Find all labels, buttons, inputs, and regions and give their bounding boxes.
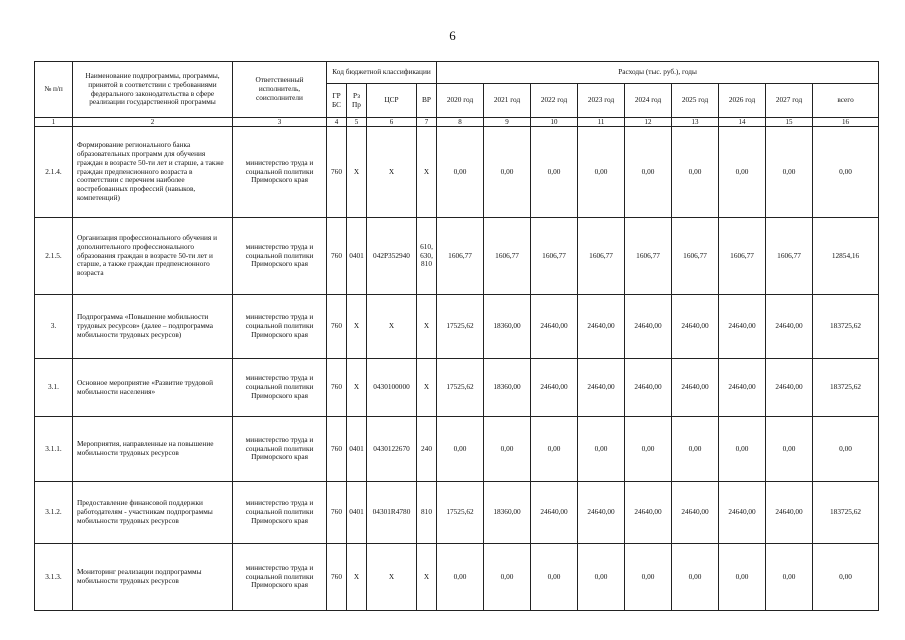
row-vr: 240 [417,417,437,482]
row-name: Мероприятия, направленные на повышение мобильности трудовых ресурсов [73,417,233,482]
row-vr: X [417,359,437,417]
row-value: 0,00 [531,127,578,218]
row-value: 24640,00 [719,482,766,544]
row-vr: 610, 630, 810 [417,218,437,295]
row-rzpr: X [347,544,367,611]
row-responsible: министерство труда и социальной политики Приморского края [233,359,327,417]
row-value: 0,00 [719,417,766,482]
row-vr: X [417,295,437,359]
row-value: 183725,62 [813,295,879,359]
row-rzpr: X [347,359,367,417]
row-value: 24640,00 [578,359,625,417]
row-value: 0,00 [625,417,672,482]
row-value: 1606,77 [531,218,578,295]
header-year-col: 2023 год [578,84,625,118]
row-value: 0,00 [672,417,719,482]
header-num: № п/п [35,62,73,118]
column-number: 3 [233,118,327,127]
row-value: 0,00 [531,417,578,482]
table-row [35,544,879,611]
column-number: 10 [531,118,578,127]
row-vr: 810 [417,482,437,544]
header-year-col: 2027 год [766,84,813,118]
column-number-row [35,118,879,127]
column-number: 1 [35,118,73,127]
row-csr: X [367,544,417,611]
row-grbs: 760 [327,359,347,417]
column-number: 12 [625,118,672,127]
row-value: 0,00 [625,544,672,611]
row-value: 0,00 [672,544,719,611]
row-grbs: 760 [327,218,347,295]
column-number: 9 [484,118,531,127]
row-value: 12854,16 [813,218,879,295]
row-responsible: министерство труда и социальной политики Приморского края [233,482,327,544]
table-row [35,218,879,295]
column-number: 11 [578,118,625,127]
row-num: 3.1.3. [35,544,73,611]
row-csr: 0430100000 [367,359,417,417]
row-value: 0,00 [719,544,766,611]
table-row [35,417,879,482]
row-value: 1606,77 [672,218,719,295]
row-rzpr: 0401 [347,218,367,295]
row-value: 24640,00 [531,482,578,544]
budget-table [34,61,879,611]
table-row [35,482,879,544]
row-value: 24640,00 [672,482,719,544]
row-name: Организация профессионального обучения и дополнительного профессионального образования граждан в возрасте 50-ти лет и старше, а также граждан предпенсионного возраста [73,218,233,295]
row-value: 183725,62 [813,359,879,417]
row-responsible: министерство труда и социальной политики Приморского края [233,127,327,218]
row-value: 0,00 [766,544,813,611]
row-value: 17525,62 [437,482,484,544]
row-vr: X [417,127,437,218]
row-value: 1606,77 [766,218,813,295]
header-responsible: Ответственный исполнитель, соисполнители [233,62,327,118]
row-value: 24640,00 [719,295,766,359]
row-responsible: министерство труда и социальной политики Приморского края [233,218,327,295]
row-value: 0,00 [625,127,672,218]
column-number: 15 [766,118,813,127]
row-value: 24640,00 [578,295,625,359]
row-vr: X [417,544,437,611]
row-value: 24640,00 [578,482,625,544]
row-value: 17525,62 [437,359,484,417]
row-value: 1606,77 [719,218,766,295]
header-code-col: ВР [417,84,437,118]
header-name: Наименование подпрограммы, программы, принятой в соответствии с требованиями федерального законодательства в сфере реализации государственной программы [73,62,233,118]
column-number: 5 [347,118,367,127]
row-value: 0,00 [766,127,813,218]
row-value: 0,00 [531,544,578,611]
table-row [35,359,879,417]
row-value: 1606,77 [578,218,625,295]
row-value: 24640,00 [766,482,813,544]
row-value: 24640,00 [531,295,578,359]
row-value: 0,00 [813,127,879,218]
row-grbs: 760 [327,295,347,359]
row-value: 0,00 [437,127,484,218]
header-code-group: Код бюджетной классификации [327,62,437,84]
row-rzpr: 0401 [347,417,367,482]
header-code-col: ЦСР [367,84,417,118]
row-value: 24640,00 [625,359,672,417]
table-row [35,295,879,359]
row-value: 0,00 [766,417,813,482]
column-number: 4 [327,118,347,127]
column-number: 13 [672,118,719,127]
row-value: 0,00 [484,127,531,218]
row-rzpr: X [347,295,367,359]
row-csr: X [367,127,417,218]
row-value: 1606,77 [484,218,531,295]
row-value: 0,00 [578,417,625,482]
row-grbs: 760 [327,482,347,544]
row-value: 24640,00 [625,482,672,544]
column-number: 2 [73,118,233,127]
row-name: Подпрограмма «Повышение мобильности трудовых ресурсов» (далее – подпрограмма мобильности трудовых ресурсов) [73,295,233,359]
column-number: 16 [813,118,879,127]
row-csr: X [367,295,417,359]
row-value: 0,00 [437,417,484,482]
row-value: 0,00 [484,417,531,482]
row-value: 17525,62 [437,295,484,359]
column-number: 8 [437,118,484,127]
header-year-col: 2026 год [719,84,766,118]
row-grbs: 760 [327,417,347,482]
column-number: 7 [417,118,437,127]
row-value: 24640,00 [672,295,719,359]
row-responsible: министерство труда и социальной политики Приморского края [233,295,327,359]
header-row-top [35,62,879,84]
row-value: 1606,77 [625,218,672,295]
table-row [35,127,879,218]
row-value: 24640,00 [719,359,766,417]
row-value: 0,00 [672,127,719,218]
row-responsible: министерство труда и социальной политики Приморского края [233,417,327,482]
row-num: 2.1.5. [35,218,73,295]
row-name: Формирование регионального банка образовательных программ для обучения граждан в возрасте 50-ти лет и старше, а также граждан предпенсионного возраста в соответствии с перечнем наиболее востребованных профессий (навыков, компетенций) [73,127,233,218]
row-value: 18360,00 [484,295,531,359]
row-num: 3.1.2. [35,482,73,544]
row-value: 24640,00 [625,295,672,359]
row-name: Основное мероприятие «Развитие трудовой мобильности населения» [73,359,233,417]
header-year-col: 2022 год [531,84,578,118]
row-value: 24640,00 [766,359,813,417]
header-year-col: 2024 год [625,84,672,118]
header-year-col: 2025 год [672,84,719,118]
row-grbs: 760 [327,127,347,218]
row-value: 0,00 [578,127,625,218]
row-value: 24640,00 [672,359,719,417]
row-value: 24640,00 [531,359,578,417]
row-num: 3.1. [35,359,73,417]
page-number: 6 [449,28,456,43]
row-name: Мониторинг реализации подпрограммы мобильности трудовых ресурсов [73,544,233,611]
column-number: 6 [367,118,417,127]
row-value: 0,00 [484,544,531,611]
header-code-col: Рз Пр [347,84,367,118]
row-rzpr: X [347,127,367,218]
row-value: 1606,77 [437,218,484,295]
row-value: 0,00 [437,544,484,611]
row-grbs: 760 [327,544,347,611]
row-responsible: министерство труда и социальной политики Приморского края [233,544,327,611]
column-number: 14 [719,118,766,127]
row-rzpr: 0401 [347,482,367,544]
row-csr: 0430122670 [367,417,417,482]
header-year-col: всего [813,84,879,118]
row-value: 0,00 [578,544,625,611]
header-expenses-group: Расходы (тыс. руб.), годы [437,62,879,84]
row-value: 0,00 [719,127,766,218]
header-year-col: 2020 год [437,84,484,118]
row-value: 24640,00 [766,295,813,359]
row-value: 0,00 [813,544,879,611]
row-num: 2.1.4. [35,127,73,218]
row-value: 18360,00 [484,359,531,417]
row-num: 3. [35,295,73,359]
row-value: 18360,00 [484,482,531,544]
header-code-col: ГР БС [327,84,347,118]
row-csr: 04301R4780 [367,482,417,544]
row-num: 3.1.1. [35,417,73,482]
header-year-col: 2021 год [484,84,531,118]
row-value: 183725,62 [813,482,879,544]
row-csr: 042P352940 [367,218,417,295]
row-value: 0,00 [813,417,879,482]
row-name: Предоставление финансовой поддержки работодателям - участникам подпрограммы мобильности трудовых ресурсов [73,482,233,544]
